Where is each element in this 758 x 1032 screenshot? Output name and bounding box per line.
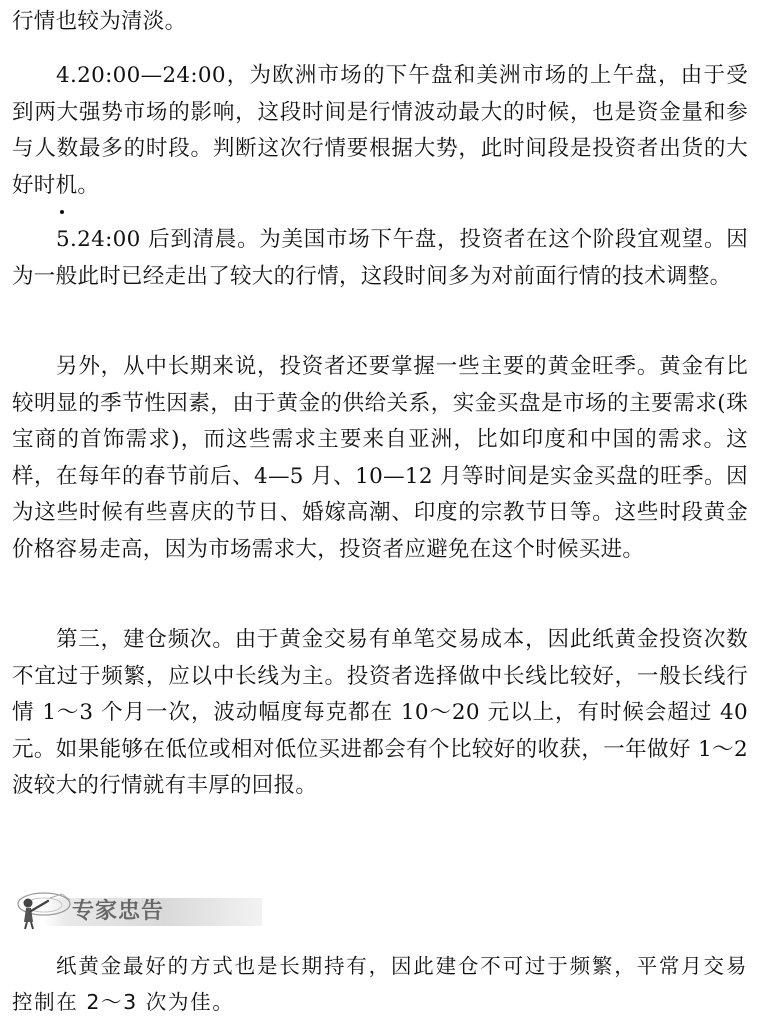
expert-advice-header [14, 890, 264, 930]
paragraph-time-slot-5: 5.24:00 后到清晨。为美国市场下午盘，投资者在这个阶段宜观望。因为一般此时已经走出了较大的行情，这段时间多为对前面行情的技术调整。 [12, 227, 748, 289]
stray-dot-mark [60, 210, 64, 214]
pointing-figure-icon [14, 890, 76, 930]
callout-title: 专家忠告 [72, 899, 165, 924]
paragraph-gold-season: 另外，从中长期来说，投资者还要掌握一些主要的黄金旺季。黄金有比较明显的季节性因素，由于黄金的供给关系，实金买盘是市场的主要需求(珠宝商的首饰需求)，而这些需求主要来自亚洲，比如印度和中国的需求。这样，在每年的春节前后、4—5 月、10—12 月等时间是实金买盘的旺季。因为这些时候有些喜庆的节日、婚嫁高潮、印度的宗教节日等。这些时段黄金价格容易走高，因为市场需求大，投资者应避免在这个时候买进。 [12, 354, 748, 562]
paragraph-position-frequency: 第三，建仓频次。由于黄金交易有单笔交易成本，因此纸黄金投资次数不宜过于频繁，应以中长线为主。投资者选择做中长线比较好，一般长线行情 1～3 个月一次，波动幅度每克都在 10～20 元以上，有时候会超过 40 元。如果能够在低位或相对低位买进都会有个比较好的收获，一年做好 1～2 波较大的行情就有丰厚的回报。 [12, 627, 748, 799]
paragraph-time-slot-4: 4.20:00—24:00，为欧洲市场的下午盘和美洲市场的上午盘，由于受到两大强势市场的影响，这段时间是行情波动最大的时候，也是资金量和参与人数最多的时段。判断这次行情要根据大势，此时间段是投资者出货的大好时机。 [12, 63, 748, 198]
expert-advice-text: 纸黄金最好的方式也是长期持有，因此建仓不可过于频繁，平常月交易控制在 2～3 次为佳。 [12, 954, 748, 1014]
paragraph-continuation: 行情也较为清淡。 [12, 9, 187, 34]
